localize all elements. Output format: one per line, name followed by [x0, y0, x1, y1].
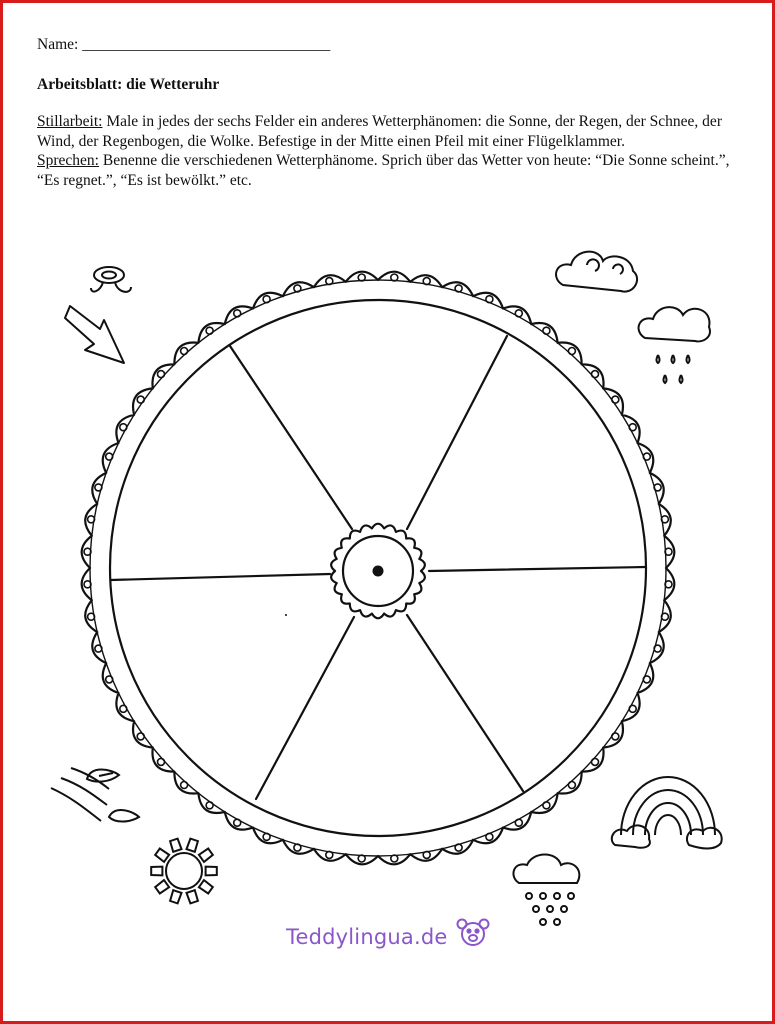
arrow-icon [65, 306, 124, 363]
stillarbeit-text: Male in jedes der sechs Felder ein anderes Wetterphänomen: die Sonne, der Regen, der Schnee, der Wind, der Regenbogen, die Wolke. Befestige in der Mitte einen Pfeil mit einer Flügelklammer. [37, 113, 722, 150]
worksheet-title: Arbeitsblatt: die Wetteruhr [37, 75, 220, 93]
weather-wheel-artwork [3, 3, 772, 1021]
sun-icon [151, 839, 217, 904]
wind-icon [51, 768, 139, 822]
paper-fastener-icon [91, 267, 131, 292]
name-line: Name: ________________________________ [37, 36, 331, 53]
snow-cloud-icon [513, 855, 579, 926]
rainbow-icon [612, 777, 722, 849]
sprechen-label: Sprechen: [37, 152, 99, 169]
teddy-bear-icon [458, 920, 489, 946]
teddylingua-logo: Teddylingua.de [286, 925, 448, 949]
cloud-icon [556, 252, 637, 292]
stillarbeit-label: Stillarbeit: [37, 113, 103, 130]
rain-cloud-icon [639, 307, 710, 383]
sprechen-text: Benenne die verschiedenen Wetterphänome. Sprich über das Wetter von heute: “Die Sonne scheint.”, “Es regnet.”, “Es ist bewölkt.” etc. [37, 152, 730, 189]
center-hole [373, 566, 384, 577]
